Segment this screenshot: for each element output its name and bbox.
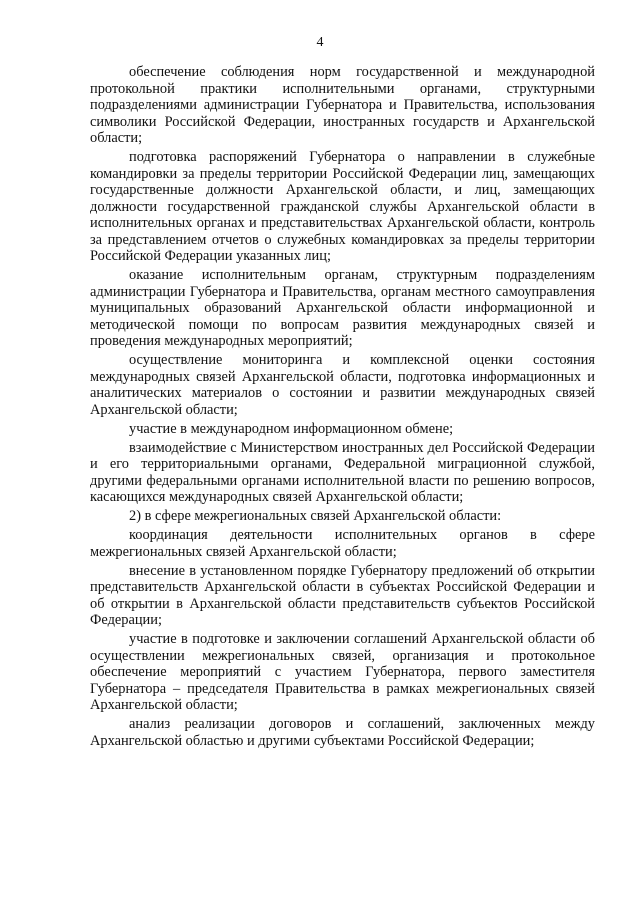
paragraph-business-trips: подготовка распоряжений Губернатора о направлении в служебные командировки за пределы территории Российской Федерации лиц, замещающих государственные должности Архангельской области, и лиц, замещающих должности государственной гражданской службы Архангельской области в исполнительных органах и представительствах Архангельской области, контроль за представлением отчетов о служебных командировках за пределы территории Российской Федерации указанных лиц; [90, 149, 595, 264]
paragraph-coordination: координация деятельности исполнительных органов в сфере межрегиональных связей Архангельской области; [90, 527, 595, 560]
paragraph-foreign-ministry-interaction: взаимодействие с Министерством иностранных дел Российской Федерации и его территориальными органами, Федеральной миграционной службой, другими федеральными органами исполнительной власти по решению вопросов, касающихся международных связей Архангельской области; [90, 439, 595, 505]
paragraph-agreements: участие в подготовке и заключении соглашений Архангельской области об осуществлении межрегиональных связей, организация и протокольное обеспечение мероприятий с участием Губернатора, первого заместителя Губернатора – председателя Правительства в рамках межрегиональных связей Архангельской области; [90, 631, 595, 713]
paragraph-methodical-assistance: оказание исполнительным органам, структурным подразделениям администрации Губернатора и Правительства, органам местного самоуправления муниципальных образований Архангельской области информационной и методической помощи по вопросам развития международных связей и проведения международных мероприятий; [90, 267, 595, 349]
paragraph-monitoring: осуществление мониторинга и комплексной оценки состояния международных связей Архангельской области, подготовка информационных и аналитических материалов о состоянии и развитии международных связей Архангельской области; [90, 352, 595, 418]
page-number: 4 [316, 35, 324, 50]
section-heading-interregional: 2) в сфере межрегиональных связей Архангельской области: [129, 508, 502, 524]
paragraph-protocol-practice: обеспечение соблюдения норм государственной и международной протокольной практики исполнительными органами, структурными подразделениями администрации Губернатора и Правительства, использования символики Российской Федерации, иностранных государств и Архангельской области; [90, 64, 595, 146]
paragraph-analysis: анализ реализации договоров и соглашений, заключенных между Архангельской областью и другими субъектами Российской Федерации; [90, 716, 595, 749]
document-body [90, 64, 595, 752]
paragraph-information-exchange: участие в международном информационном обмене; [129, 420, 454, 437]
paragraph-representative-offices: внесение в установленном порядке Губернатору предложений об открытии представительств Архангельской области в субъектах Российской Федерации и об открытии в Архангельской области представительств субъектов Российской Федерации; [90, 562, 595, 628]
